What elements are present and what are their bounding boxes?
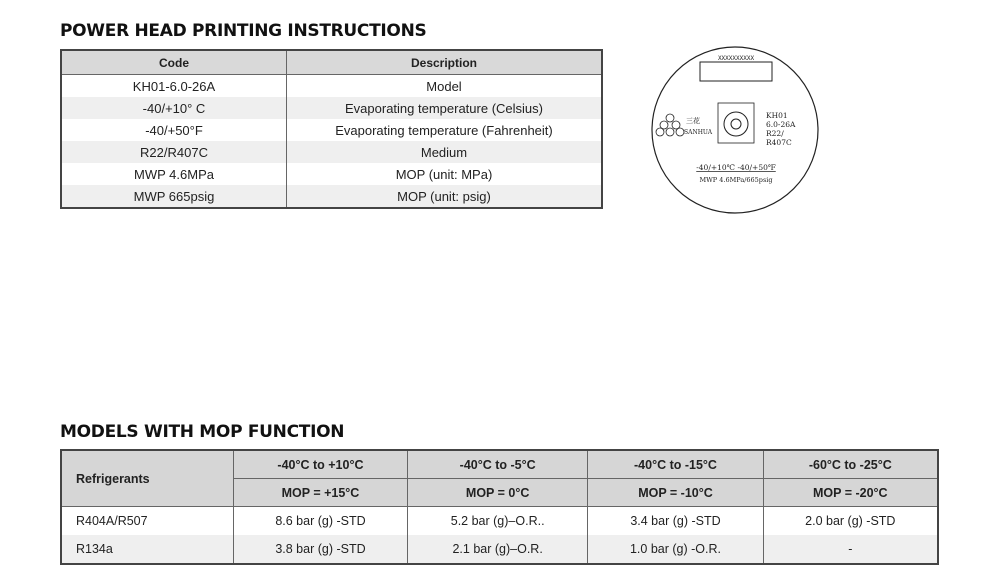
table-row	[61, 97, 602, 119]
section-title-printing: POWER HEAD PRINTING INSTRUCTIONS	[60, 21, 427, 41]
description-cell: MOP (unit: MPa)	[287, 163, 603, 185]
brand-name: SANHUA	[684, 129, 713, 136]
code-cell: -40/+50°F	[61, 119, 287, 141]
header-range: -40°C to -15°C	[588, 450, 763, 479]
description-cell: MOP (unit: psig)	[287, 185, 603, 208]
header-range: -60°C to -25°C	[763, 450, 938, 479]
header-mop: MOP = +15°C	[234, 479, 408, 507]
value-cell: 2.1 bar (g)–O.R.	[407, 535, 587, 564]
value-cell: 3.8 bar (g) -STD	[234, 535, 408, 564]
top-marks: XXXXXXXXXX	[717, 55, 755, 62]
description-cell: Evaporating temperature (Celsius)	[287, 97, 603, 119]
table-header-row	[61, 450, 938, 479]
value-cell: 2.0 bar (g) -STD	[763, 507, 938, 536]
code-cell: MWP 665psig	[61, 185, 287, 208]
table-row	[61, 507, 938, 536]
table-row	[61, 163, 602, 185]
header-code: Code	[61, 50, 287, 75]
header-mop: MOP = 0°C	[407, 479, 587, 507]
header-mop: MOP = -10°C	[588, 479, 763, 507]
model-line-1: KH01	[766, 111, 788, 120]
table-row	[61, 141, 602, 163]
model-line-4: R407C	[766, 138, 792, 147]
description-cell: Medium	[287, 141, 603, 163]
brand-cn: 三花	[686, 117, 700, 125]
model-line-2: 6.0-26A	[766, 120, 796, 129]
value-cell: -	[763, 535, 938, 564]
header-range: -40°C to +10°C	[234, 450, 408, 479]
value-cell: 1.0 bar (g) -O.R.	[588, 535, 763, 564]
header-range: -40°C to -5°C	[407, 450, 587, 479]
table-row	[61, 535, 938, 564]
description-cell: Model	[287, 75, 603, 98]
printing-instructions-table	[60, 49, 603, 209]
code-cell: MWP 4.6MPa	[61, 163, 287, 185]
code-cell: R22/R407C	[61, 141, 287, 163]
mop-models-table	[60, 449, 939, 565]
table-row	[61, 185, 602, 208]
table-row	[61, 75, 602, 98]
label-temps: -40/+10℃ -40/+50℉	[696, 163, 776, 172]
section-title-mop: MODELS WITH MOP FUNCTION	[60, 422, 345, 442]
description-cell: Evaporating temperature (Fahrenheit)	[287, 119, 603, 141]
value-cell: 3.4 bar (g) -STD	[588, 507, 763, 536]
header-refrigerants: Refrigerants	[61, 450, 234, 507]
table-row	[61, 119, 602, 141]
value-cell: 8.6 bar (g) -STD	[234, 507, 408, 536]
table-header-row	[61, 50, 602, 75]
label-mwp: MWP 4.6MPa/665psig	[699, 176, 773, 184]
code-cell: -40/+10° C	[61, 97, 287, 119]
code-cell: KH01-6.0-26A	[61, 75, 287, 98]
header-description: Description	[287, 50, 603, 75]
refrigerant-cell: R404A/R507	[61, 507, 234, 536]
refrigerant-cell: R134a	[61, 535, 234, 564]
header-mop: MOP = -20°C	[763, 479, 938, 507]
model-line-3: R22/	[766, 129, 784, 138]
value-cell: 5.2 bar (g)–O.R..	[407, 507, 587, 536]
power-head-label-diagram	[650, 45, 820, 215]
